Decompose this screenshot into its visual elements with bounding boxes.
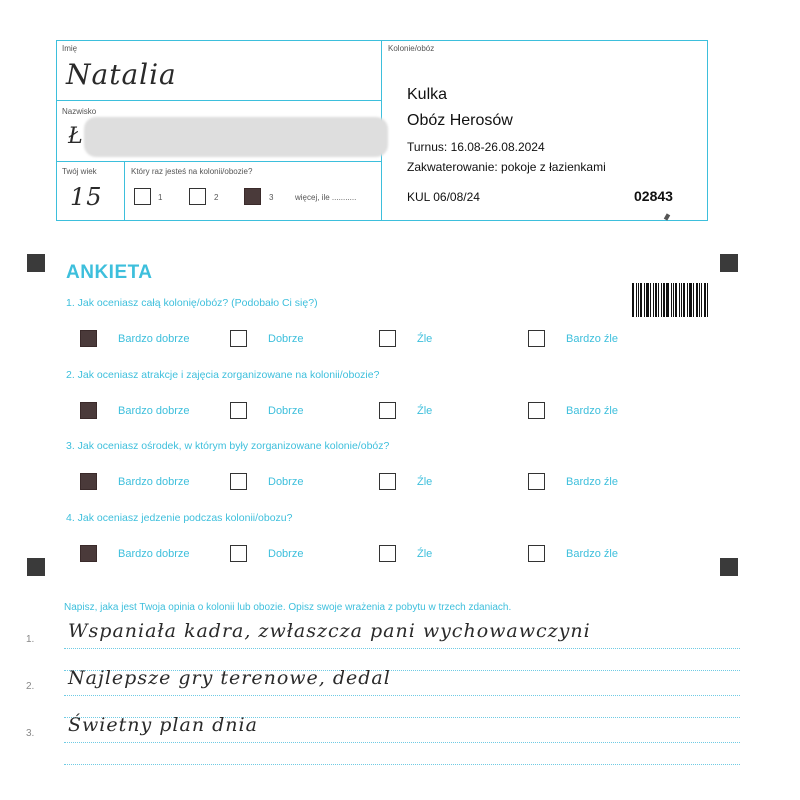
question-1-checkbox-2[interactable]	[230, 330, 247, 347]
question-2-checkbox-4[interactable]	[528, 402, 545, 419]
barcode-bar	[673, 283, 674, 317]
question-4-checkbox-1[interactable]	[80, 545, 97, 562]
question-3-option-label-1: Bardzo dobrze	[118, 476, 190, 488]
opinion-number-2: 2.	[26, 681, 35, 692]
times-option-3: 3	[269, 193, 274, 202]
barcode-bar	[689, 283, 692, 317]
name-label: Imię	[62, 44, 78, 53]
barcode-bar	[704, 283, 706, 317]
question-1-option-label-2: Dobrze	[268, 333, 304, 345]
question-2-checkbox-2[interactable]	[230, 402, 247, 419]
surname-value: Ł	[68, 124, 84, 149]
barcode-bar	[640, 283, 642, 317]
corner-marker-top-left	[27, 254, 45, 272]
question-1-text: 1. Jak oceniasz całą kolonię/obóz? (Podobało Ci się?)	[66, 297, 318, 309]
barcode-bar	[653, 283, 654, 317]
barcode-bar	[661, 283, 662, 317]
times-more-label: więcej, ile ...........	[295, 193, 357, 202]
opinion-answer-3: Świetny plan dnia	[68, 714, 258, 736]
barcode-bar	[658, 283, 659, 317]
barcode-bar	[650, 283, 651, 317]
question-3-checkbox-2[interactable]	[230, 473, 247, 490]
opinion-dotline-3-2	[64, 764, 740, 765]
question-3-checkbox-3[interactable]	[379, 473, 396, 490]
opinion-answer-1: Wspaniała kadra, zwłaszcza pani wychowawczyni	[68, 620, 591, 642]
question-2-text: 2. Jak oceniasz atrakcje i zajęcia zorganizowane na kolonii/obozie?	[66, 369, 380, 381]
question-1-option-label-4: Bardzo źle	[566, 333, 618, 345]
barcode-bar	[675, 283, 677, 317]
barcode-bar	[693, 283, 694, 317]
corner-marker-bottom-left	[27, 558, 45, 576]
camp-number: 02843	[634, 188, 673, 204]
camp-label: Kolonie/obóz	[388, 44, 435, 53]
question-1-option-label-3: Źle	[417, 333, 433, 345]
question-4-option-label-2: Dobrze	[268, 548, 304, 560]
opinion-dotline-2-1	[64, 695, 740, 696]
barcode-bar	[679, 283, 680, 317]
question-1-checkbox-4[interactable]	[528, 330, 545, 347]
barcode-bar	[632, 283, 634, 317]
question-1-checkbox-1[interactable]	[80, 330, 97, 347]
survey-title: ANKIETA	[66, 262, 153, 283]
barcode-bar	[696, 283, 698, 317]
camp-title: Obóz Herosów	[407, 112, 513, 129]
question-4-option-label-1: Bardzo dobrze	[118, 548, 190, 560]
question-2-option-label-3: Źle	[417, 405, 433, 417]
barcode-bar	[683, 283, 685, 317]
times-checkbox-1[interactable]	[134, 188, 151, 205]
question-4-checkbox-2[interactable]	[230, 545, 247, 562]
name-value: Natalia	[66, 58, 177, 91]
question-4-option-label-3: Źle	[417, 548, 433, 560]
barcode-bar	[636, 283, 637, 317]
barcode-bar	[671, 283, 672, 317]
camp-name: Kulka	[407, 86, 448, 103]
question-4-checkbox-3[interactable]	[379, 545, 396, 562]
question-2-option-label-4: Bardzo źle	[566, 405, 618, 417]
barcode-bar	[655, 283, 657, 317]
header-divider-1	[56, 100, 382, 101]
barcode-bar	[701, 283, 702, 317]
barcode-bar	[666, 283, 669, 317]
opinion-number-1: 1.	[26, 634, 35, 645]
question-2-checkbox-1[interactable]	[80, 402, 97, 419]
times-label: Który raz jesteś na kolonii/obozie?	[131, 167, 253, 176]
question-2-option-label-2: Dobrze	[268, 405, 304, 417]
header-divider-2	[56, 161, 382, 162]
opinion-dotline-1-1	[64, 648, 740, 649]
corner-marker-top-right	[720, 254, 738, 272]
header-divider-age	[124, 161, 125, 221]
barcode-bar	[681, 283, 682, 317]
opinion-prompt: Napisz, jaka jest Twoja opinia o kolonii lub obozie. Opisz swoje wrażenia z pobytu w trzech zdaniach.	[64, 602, 512, 613]
question-3-text: 3. Jak oceniasz ośrodek, w którym były zorganizowane kolonie/obóz?	[66, 440, 390, 452]
question-4-option-label-4: Bardzo źle	[566, 548, 618, 560]
age-value: 15	[70, 183, 103, 211]
question-3-option-label-3: Źle	[417, 476, 433, 488]
barcode-bar	[638, 283, 639, 317]
question-2-checkbox-3[interactable]	[379, 402, 396, 419]
question-1-checkbox-3[interactable]	[379, 330, 396, 347]
surname-redaction	[84, 117, 388, 157]
question-4-checkbox-4[interactable]	[528, 545, 545, 562]
camp-accommodation: Zakwaterowanie: pokoje z łazienkami	[407, 160, 606, 174]
camp-code: KUL 06/08/24	[407, 190, 480, 204]
times-option-2: 2	[214, 193, 219, 202]
barcode-bar	[707, 283, 708, 317]
barcode-bar	[663, 283, 665, 317]
question-3-option-label-4: Bardzo źle	[566, 476, 618, 488]
surname-label: Nazwisko	[62, 107, 97, 116]
corner-marker-bottom-right	[720, 558, 738, 576]
times-checkbox-3[interactable]	[244, 188, 261, 205]
age-label: Twój wiek	[62, 167, 97, 176]
question-3-checkbox-4[interactable]	[528, 473, 545, 490]
question-3-option-label-2: Dobrze	[268, 476, 304, 488]
opinion-dotline-3-1	[64, 742, 740, 743]
times-checkbox-2[interactable]	[189, 188, 206, 205]
barcode-bar	[699, 283, 700, 317]
barcode-bar	[644, 283, 645, 317]
barcode-bar	[687, 283, 688, 317]
question-2-option-label-1: Bardzo dobrze	[118, 405, 190, 417]
opinion-number-3: 3.	[26, 728, 35, 739]
question-1-option-label-1: Bardzo dobrze	[118, 333, 190, 345]
question-3-checkbox-1[interactable]	[80, 473, 97, 490]
times-option-1: 1	[158, 193, 163, 202]
opinion-answer-2: Najlepsze gry terenowe, dedal	[68, 667, 391, 689]
question-4-text: 4. Jak oceniasz jedzenie podczas kolonii/obozu?	[66, 512, 293, 524]
barcode-image	[632, 283, 709, 317]
camp-turnus: Turnus: 16.08-26.08.2024	[407, 140, 545, 154]
barcode-bar	[646, 283, 649, 317]
